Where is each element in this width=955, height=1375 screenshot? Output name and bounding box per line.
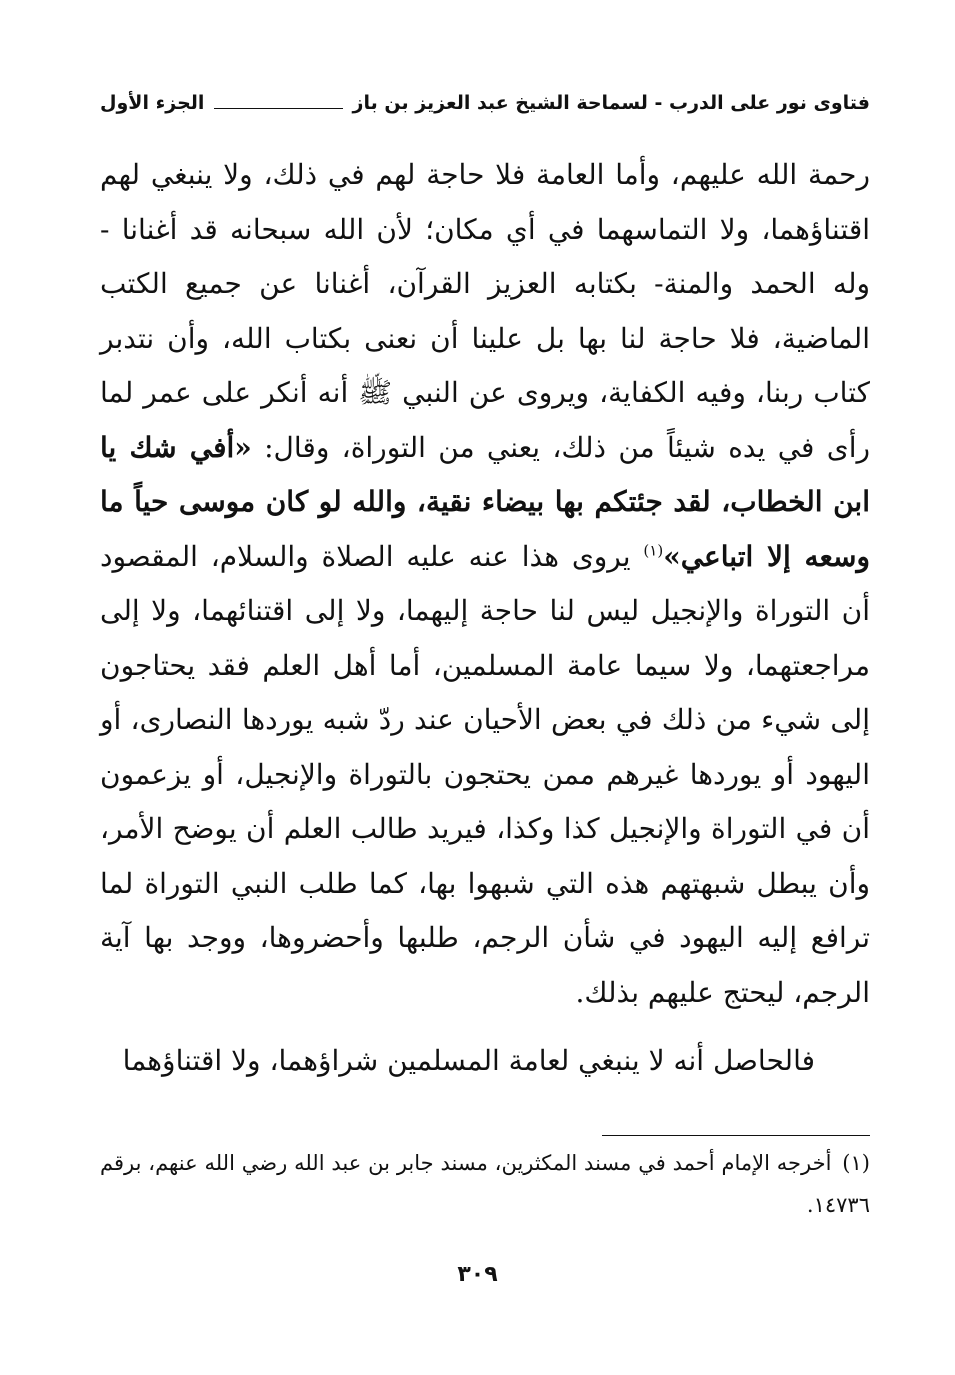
footnote-text: أخرجه الإمام أحمد في مسند المكثرين، مسند جابر بن عبد الله رضي الله عنهم، برقم ١٤٧٣٦.	[100, 1151, 870, 1217]
paragraph	[100, 148, 870, 1020]
paragraph	[100, 1034, 870, 1089]
header-rule	[214, 108, 342, 109]
running-header	[100, 92, 870, 114]
paragraph-text: فالحاصل أنه لا ينبغي لعامة المسلمين شراؤهما، ولا اقتناؤهما	[122, 1044, 815, 1077]
footnote-number: (١)	[842, 1151, 870, 1175]
body-text	[100, 148, 870, 1089]
hadith-quote: «أفي شك يا ابن الخطاب، لقد جئتكم بها بيضاء نقية، والله لو كان موسى حياً ما وسعه إلا اتباعي»	[100, 430, 871, 573]
volume-label: الجزء الأول	[100, 92, 205, 114]
paragraph-text: يروى هذا عنه عليه الصلاة والسلام، المقصود أن التوراة والإنجيل ليس لنا حاجة إليهما، ولا إلى اقتنائهما، ولا إلى مراجعتهما، ولا سيما عامة المسلمين، أما أهل العلم فقد يحتاجون إلى شيء من ذلك في بعض الأحيان عند ردّ شبه يوردها النصارى، أو اليهود أو يوردها غيرهم ممن يحتجون بالتوراة والإنجيل، أو يزعمون أن في التوراة والإنجيل كذا وكذا، فيريد طالب العلم أن يوضح الأمر، وأن يبطل شبهتهم هذه التي شبهوا بها، كما طلب النبي التوراة لما ترافع إليه اليهود في شأن الرجم، طلبها وأحضروها، ووجد بها آية الرجم، ليحتج عليهم بذلك.	[100, 539, 870, 1009]
paragraph-text: رحمة الله عليهم، وأما العامة فلا حاجة لهم في ذلك، ولا ينبغي لهم اقتناؤهما، ولا التماسهما في أي مكان؛ لأن الله سبحانه قد أغنانا - وله الحمد والمنة- بكتابه العزيز القرآن، أغنانا عن جميع الكتب الماضية، فلا حاجة لنا بها بل علينا أن نعنى بكتاب الله، وأن نتدبر كتاب ربنا، وفيه الكفاية، ويروى عن النبي ﷺ أنه أنكر على عمر لما رأى في يده شيئاً من ذلك، يعني من التوراة، وقال:	[100, 158, 870, 464]
footnote-reference[interactable]: (١)	[643, 541, 664, 560]
book-title: فتاوى نور على الدرب - لسماحة الشيخ عبد العزيز بن باز	[352, 92, 870, 114]
footnote	[100, 1142, 870, 1226]
footnote-divider	[602, 1135, 870, 1136]
page-number: ٣٠٩	[457, 1262, 498, 1287]
